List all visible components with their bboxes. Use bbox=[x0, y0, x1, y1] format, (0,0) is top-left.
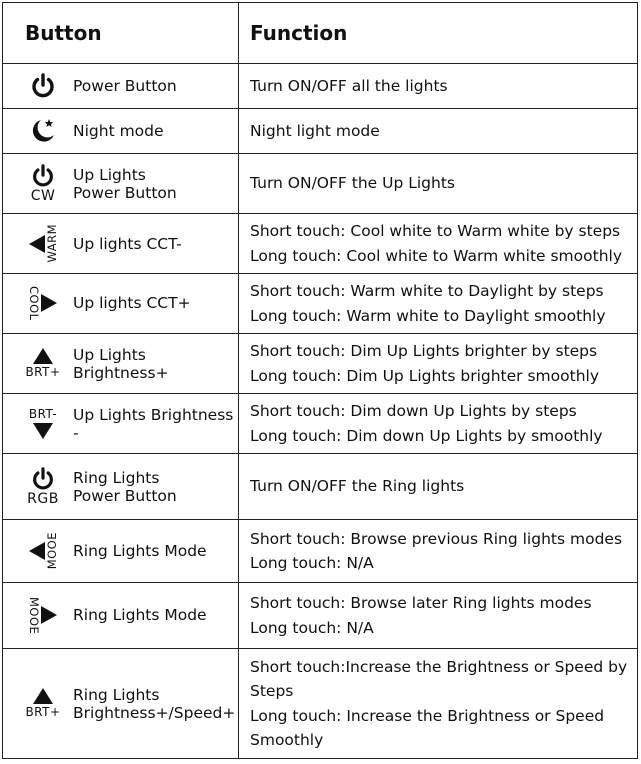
icon-caption: BRT+ bbox=[25, 705, 61, 719]
header-button: Button bbox=[3, 3, 239, 64]
icon-caption: CW bbox=[30, 188, 56, 204]
function-cell: Short touch:Increase the Brightness or Speed by Steps Long touch: Increase the Brightness or Speed Smoothly bbox=[239, 649, 638, 759]
button-label: Power Button bbox=[73, 77, 177, 95]
triangle-up-icon bbox=[32, 347, 54, 365]
table-row bbox=[3, 454, 638, 520]
button-label: Up Lights Brightness - bbox=[73, 405, 234, 442]
table-row bbox=[3, 583, 638, 649]
table-row bbox=[3, 64, 638, 109]
function-cell: Turn ON/OFF all the lights bbox=[239, 64, 638, 109]
function-cell: Night light mode bbox=[239, 109, 638, 154]
icon-caption: COOL bbox=[27, 286, 41, 321]
function-cell: Turn ON/OFF the Up Lights bbox=[239, 154, 638, 214]
function-cell: Short touch: Cool white to Warm white by steps Long touch: Cool white to Warm white smoothly bbox=[239, 214, 638, 274]
table-row bbox=[3, 274, 638, 334]
icon-caption: MOOE bbox=[45, 532, 59, 570]
button-label: Ring Lights Mode bbox=[73, 606, 207, 625]
power-icon bbox=[23, 72, 63, 100]
triangle-down-icon bbox=[32, 422, 54, 440]
triangle-right-icon bbox=[40, 293, 58, 313]
header-function: Function bbox=[239, 3, 638, 64]
icon-caption: RGB bbox=[27, 491, 59, 507]
icon-caption: WARM bbox=[45, 224, 59, 263]
table-row bbox=[3, 649, 638, 759]
button-label: Up lights CCT+ bbox=[73, 294, 191, 313]
function-cell: Short touch: Browse later Ring lights modes Long touch: N/A bbox=[239, 583, 638, 649]
triangle-right-icon bbox=[40, 605, 58, 625]
table-row bbox=[3, 154, 638, 214]
table-row bbox=[3, 214, 638, 274]
function-cell: Short touch: Warm white to Daylight by steps Long touch: Warm white to Daylight smoothly bbox=[239, 274, 638, 334]
icon-caption: BRT- bbox=[28, 407, 58, 421]
function-cell: Turn ON/OFF the Ring lights bbox=[239, 454, 638, 520]
moon-icon bbox=[23, 116, 63, 146]
triangle-left-icon bbox=[28, 541, 46, 561]
triangle-left-icon bbox=[28, 234, 46, 254]
power-icon bbox=[30, 163, 56, 189]
table-row bbox=[3, 394, 638, 454]
triangle-up-icon bbox=[32, 687, 54, 705]
table-header-row bbox=[3, 3, 638, 64]
table-row bbox=[3, 520, 638, 583]
button-label: Up Lights Brightness+ bbox=[73, 345, 169, 382]
icon-caption: MOOE bbox=[27, 596, 41, 635]
button-label: Ring Lights Power Button bbox=[73, 468, 177, 505]
button-label: Night mode bbox=[73, 122, 164, 140]
power-icon bbox=[30, 466, 56, 492]
function-cell: Short touch: Dim down Up Lights by steps Long touch: Dim down Up Lights by smoothly bbox=[239, 394, 638, 454]
function-cell: Short touch: Browse previous Ring lights modes Long touch: N/A bbox=[239, 520, 638, 583]
button-label: Up Lights Power Button bbox=[73, 165, 177, 202]
button-label: Up lights CCT- bbox=[73, 234, 182, 253]
icon-caption: BRT+ bbox=[25, 365, 61, 379]
button-label: Ring Lights Brightness+/Speed+ bbox=[73, 685, 236, 722]
button-label: Ring Lights Mode bbox=[73, 541, 207, 560]
function-cell: Short touch: Dim Up Lights brighter by steps Long touch: Dim Up Lights brighter smoothly bbox=[239, 334, 638, 394]
table-row bbox=[3, 334, 638, 394]
table-row bbox=[3, 109, 638, 154]
button-function-table bbox=[2, 2, 638, 759]
